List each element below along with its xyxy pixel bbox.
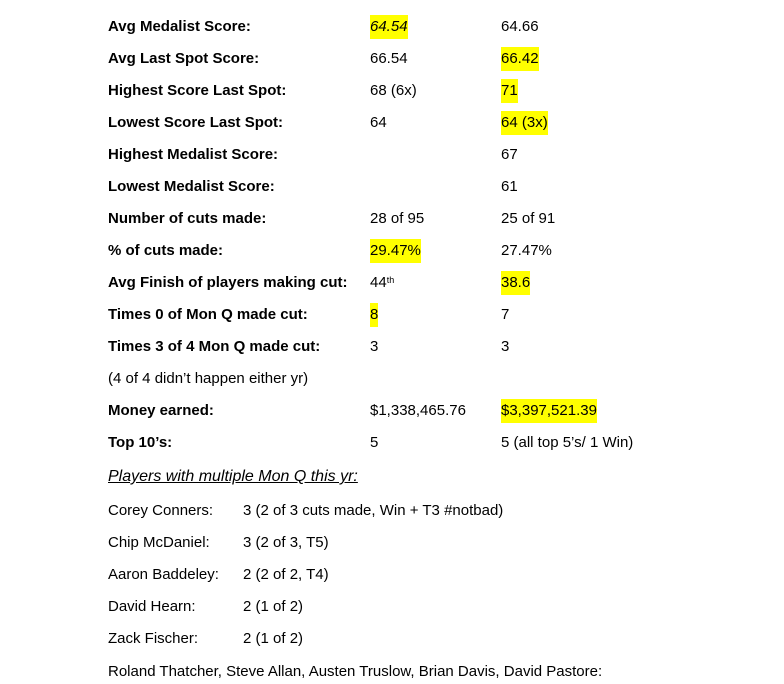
- note-row: [0, 367, 784, 391]
- stat-value-col1: 64: [370, 114, 387, 131]
- player-value: 2 (2 of 2, T4): [243, 566, 329, 583]
- stat-label: Lowest Score Last Spot:: [108, 114, 284, 131]
- stat-value-col2: 67: [501, 146, 518, 163]
- stat-label: Lowest Medalist Score:: [108, 178, 275, 195]
- stat-value-col1: 68 (6x): [370, 82, 417, 99]
- stat-value-col1: 3: [370, 338, 379, 355]
- stat-label: Number of cuts made:: [108, 210, 267, 227]
- player-name: Chip McDaniel:: [108, 534, 210, 551]
- stat-value-col2: 7: [501, 306, 510, 323]
- player-value: 3 (2 of 3, T5): [243, 534, 329, 551]
- player-row: [0, 499, 784, 523]
- stat-row: [0, 271, 784, 295]
- stat-value-col1: 8: [370, 303, 378, 327]
- note-text: (4 of 4 didn’t happen either yr): [108, 370, 309, 387]
- player-row: [0, 563, 784, 587]
- stat-row: [0, 303, 784, 327]
- stat-value-col1: 28 of 95: [370, 210, 425, 227]
- stat-label: Avg Last Spot Score:: [108, 50, 260, 67]
- column-header-clipped-2: [501, 0, 561, 4]
- stat-row: [0, 239, 784, 263]
- stat-label: Highest Medalist Score:: [108, 146, 279, 163]
- stat-value-col1: 29.47%: [370, 239, 421, 263]
- stat-label: % of cuts made:: [108, 242, 224, 259]
- money-value-col1: $1,338,465.76: [370, 402, 466, 419]
- stat-value-col1: 66.54: [370, 50, 408, 67]
- player-value: 2 (1 of 2): [243, 630, 304, 647]
- column-header-clipped-1: [370, 0, 430, 4]
- money-value-col2: $3,397,521.39: [501, 399, 597, 423]
- player-name: Zack Fischer:: [108, 630, 199, 647]
- stat-value-col2: 25 of 91: [501, 210, 556, 227]
- player-row: [0, 627, 784, 651]
- player-value: 3 (2 of 3 cuts made, Win + T3 #notbad): [243, 502, 504, 519]
- stat-value-col2: 61: [501, 178, 518, 195]
- stat-value-col2: 38.6: [501, 271, 530, 295]
- stat-row: [0, 79, 784, 103]
- stat-row: [0, 207, 784, 231]
- stat-label: Highest Score Last Spot:: [108, 82, 287, 99]
- stat-row: [0, 335, 784, 359]
- player-row: [0, 595, 784, 619]
- money-row: [0, 399, 784, 423]
- top10-row: [0, 431, 784, 455]
- stat-row: [0, 111, 784, 135]
- player-name: Aaron Baddeley:: [108, 566, 219, 583]
- other-players-line: Roland Thatcher, Steve Allan, Austen Truslow, Brian Davis, David Pastore:: [108, 663, 603, 680]
- section-title: Players with multiple Mon Q this yr:: [108, 468, 358, 485]
- stat-value-col1: [370, 271, 394, 295]
- stat-label: Times 3 of 4 Mon Q made cut:: [108, 338, 321, 355]
- stat-row: [0, 143, 784, 167]
- stat-value-col2: 64.66: [501, 18, 539, 35]
- top10-value-col2: 5 (all top 5’s/ 1 Win): [501, 434, 634, 451]
- stat-label: Avg Finish of players making cut:: [108, 274, 348, 291]
- stat-value-col2: 27.47%: [501, 242, 552, 259]
- stat-row: [0, 15, 784, 39]
- stat-value-col2: 71: [501, 79, 518, 103]
- stat-value-number: 44: [370, 274, 387, 291]
- stat-value-col2: 66.42: [501, 47, 539, 71]
- top10-value-col1: 5: [370, 434, 379, 451]
- stat-label: Times 0 of Mon Q made cut:: [108, 306, 308, 323]
- stat-label: Avg Medalist Score:: [108, 18, 251, 35]
- stat-row: [0, 47, 784, 71]
- ordinal-suffix: th: [386, 275, 395, 285]
- player-value: 2 (1 of 2): [243, 598, 304, 615]
- stat-row: [0, 175, 784, 199]
- player-name: David Hearn:: [108, 598, 196, 615]
- stat-value-col2: 64 (3x): [501, 111, 548, 135]
- stat-value-col2: 3: [501, 338, 510, 355]
- money-label: Money earned:: [108, 402, 214, 419]
- player-row: [0, 531, 784, 555]
- player-name: Corey Conners:: [108, 502, 214, 519]
- stat-value-col1: 64.54: [370, 15, 408, 39]
- top10-label: Top 10’s:: [108, 434, 173, 451]
